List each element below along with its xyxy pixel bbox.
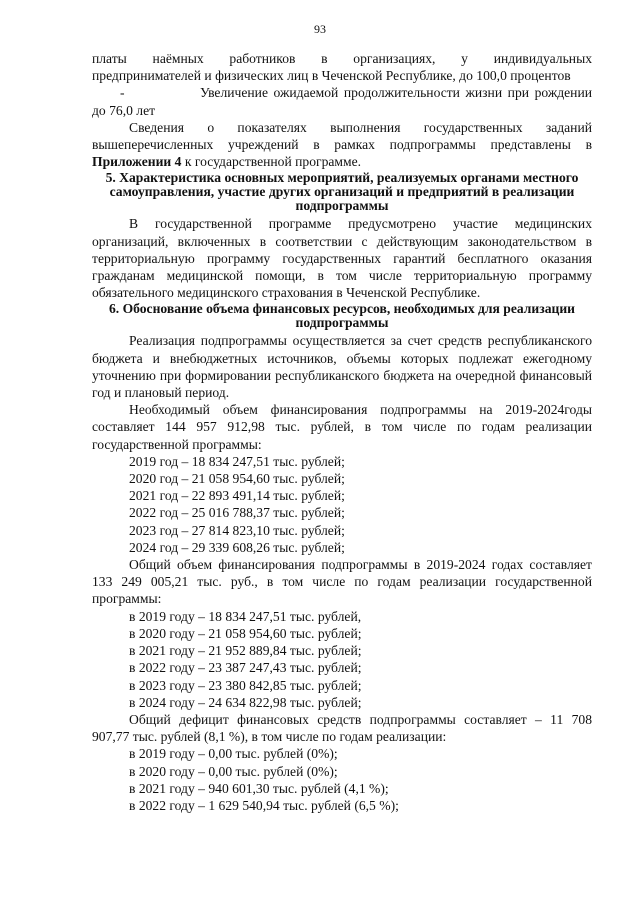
- state-tasks-tail: к государственной программе.: [181, 154, 362, 170]
- page-number: 93: [314, 22, 326, 36]
- list-item: в 2022 году – 23 387 247,43 тыс. рублей;: [129, 660, 362, 676]
- list-item: в 2019 году – 0,00 тыс. рублей (0%);: [129, 746, 338, 762]
- condensed-line: предпринимателей и физических лиц в Чеченской Республике, до 100,0 процентов: [92, 68, 571, 84]
- paragraph-wage-line-1: платы наёмных работников в организациях, у индивидуальных: [92, 51, 592, 66]
- list-item: в 2020 году – 21 058 954,60 тыс. рублей;: [129, 625, 362, 641]
- list-item: 2024 год – 29 339 608,26 тыс. рублей;: [129, 539, 345, 555]
- section-heading-5: 5. Характеристика основных мероприятий, реализуемых органами местного самоуправления, участие других организаций и предприятий в реализации подпрограммы: [105, 170, 579, 214]
- paragraph-deficit: Общий дефицит финансовых средств подпрограммы составляет – 11 708 907,77 тыс. рублей (8,1 %), в том числе по годам реализации:: [92, 711, 592, 745]
- paragraph-required-funding: Необходимый объем финансирования подпрограммы на 2019-2024годы составляет 144 957 912,98 тыс. рублей, в том числе по годам реализации государственной программы:: [92, 402, 592, 452]
- deficit-list: [92, 745, 592, 814]
- paragraph-wage-line-2: [92, 67, 592, 84]
- list-item: 2021 год – 22 893 491,14 тыс. рублей;: [129, 488, 345, 504]
- list-item: 2019 год – 18 834 247,51 тыс. рублей;: [129, 453, 345, 469]
- list-item: в 2021 году – 940 601,30 тыс. рублей (4,1 %);: [129, 780, 389, 796]
- list-item: 2020 год – 21 058 954,60 тыс. рублей;: [129, 471, 345, 487]
- paragraph-total-funding: Общий объем финансирования подпрограммы в 2019-2024 годах составляет 133 249 005,21 тыс. руб., в том числе по годам реализации государственной программы:: [92, 557, 592, 607]
- paragraph-funding-sources: Реализация подпрограммы осуществляется за счет средств республиканского бюджета и внебюджетных источников, объемы которых подлежат ежегодному уточнению при формировании республиканского бюджета на очередной финансовый год и плановый период.: [92, 333, 592, 401]
- paragraph-life-expectancy: [92, 84, 592, 118]
- page-content: [92, 50, 592, 814]
- section-heading-6: 6. Обоснование объема финансовых ресурсов, необходимых для реализации подпрограммы: [108, 301, 576, 331]
- total-funding-list: [92, 608, 592, 711]
- list-item: в 2019 году – 18 834 247,51 тыс. рублей,: [129, 608, 362, 624]
- life-expectancy-text: Увеличение ожидаемой продолжительности жизни при рождении до 76,0 лет: [92, 85, 592, 118]
- appendix-reference: Приложении 4: [92, 154, 182, 170]
- list-item: в 2023 году – 23 380 842,85 тыс. рублей;: [129, 677, 362, 693]
- list-item: в 2022 году – 1 629 540,94 тыс. рублей (6,5 %);: [129, 797, 399, 813]
- list-item: 2022 год – 25 016 788,37 тыс. рублей;: [129, 505, 345, 521]
- list-item: в 2024 году – 24 634 822,98 тыс. рублей;: [129, 694, 362, 710]
- list-dash: -: [120, 85, 125, 101]
- paragraph-medical-organizations: В государственной программе предусмотрено участие медицинских организаций, включенных в соответствии с действующим законодательством в территориальную программу государственных гарантий бесплатного оказания гражданам медицинской помощи, в том числе территориальную программу обязательного медицинского страхования в Чеченской Республике.: [92, 216, 592, 301]
- state-tasks-text: Сведения о показателях выполнения государственных заданий вышеперечисленных учреждений в рамках подпрограммы представлены в: [92, 119, 592, 153]
- required-funding-list: [92, 453, 592, 556]
- paragraph-state-tasks: [92, 119, 592, 171]
- list-item: 2023 год – 27 814 823,10 тыс. рублей;: [129, 522, 345, 538]
- list-item: в 2021 году – 21 952 889,84 тыс. рублей;: [129, 643, 362, 659]
- list-item: в 2020 году – 0,00 тыс. рублей (0%);: [129, 763, 338, 779]
